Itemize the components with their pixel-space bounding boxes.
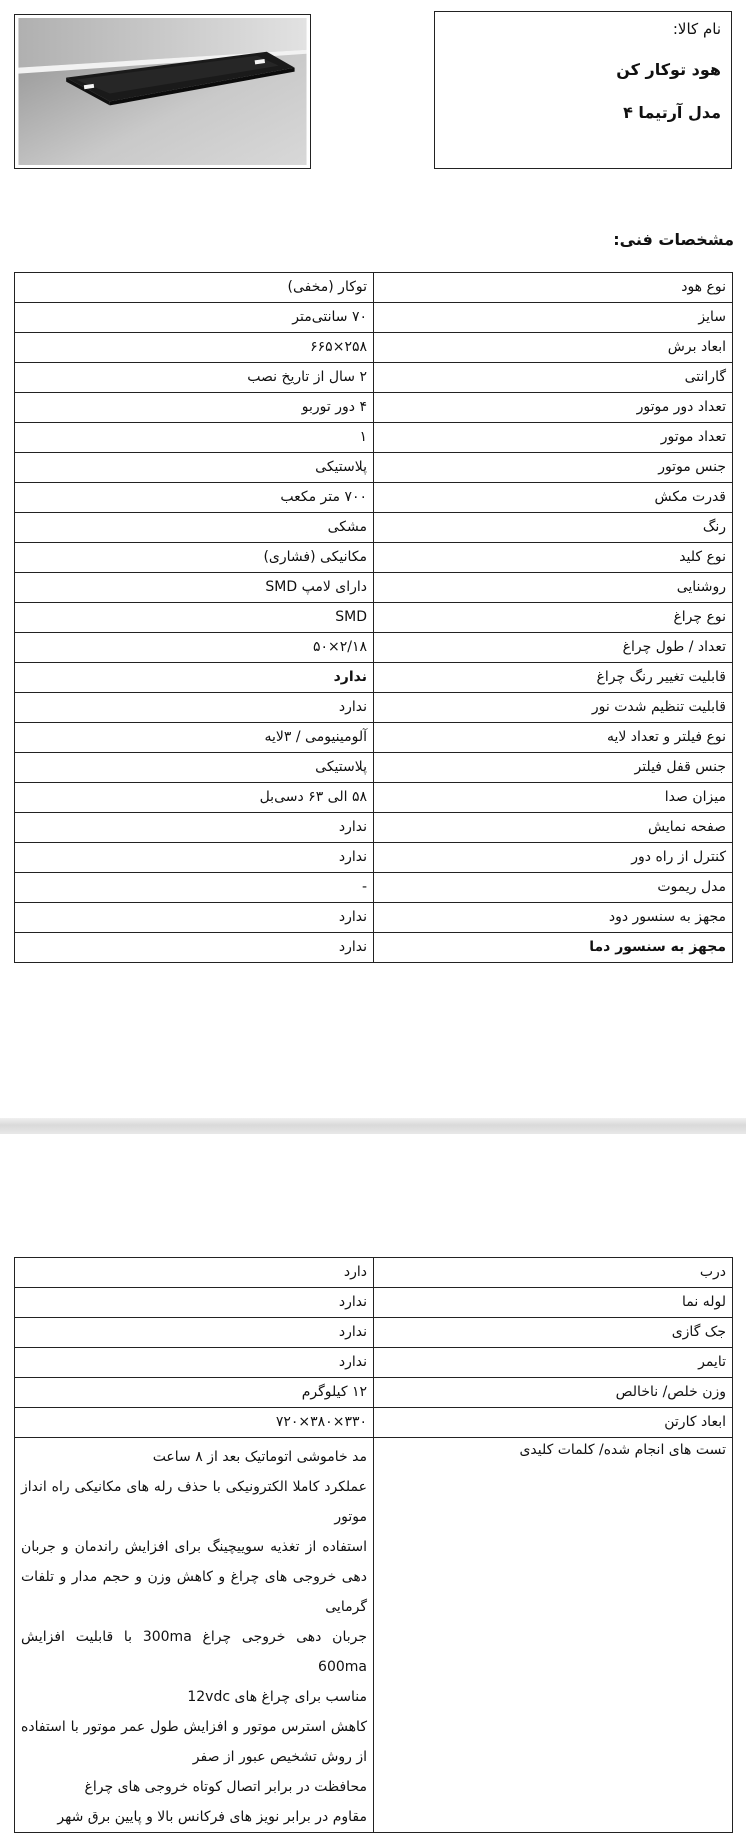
spec-label: نوع هود <box>374 273 733 303</box>
spec-value: ۳۳۰×۳۸۰×۷۲۰ <box>15 1408 374 1438</box>
spec-label: رنگ <box>374 513 733 543</box>
spec-value: دارد <box>15 1258 374 1288</box>
product-model: مدل آرتیما ۴ <box>623 103 721 122</box>
table-row <box>15 693 733 723</box>
tests-label: تست های انجام شده/ کلمات کلیدی <box>374 1438 733 1833</box>
table-row <box>15 543 733 573</box>
spec-label: کنترل از راه دور <box>374 843 733 873</box>
table-row <box>15 273 733 303</box>
spec-value: آلومینیومی / ۳لایه <box>15 723 374 753</box>
spec-label: جک گازی <box>374 1318 733 1348</box>
spec-label: قدرت مکش <box>374 483 733 513</box>
table-row <box>15 333 733 363</box>
page-break <box>0 1118 746 1134</box>
spec-value: مشکی <box>15 513 374 543</box>
spec-label: جنس قفل فیلتر <box>374 753 733 783</box>
table-row <box>15 483 733 513</box>
spec-value: ندارد <box>15 1288 374 1318</box>
spec-label: قابلیت تنظیم شدت نور <box>374 693 733 723</box>
spec-label: نوع فیلتر و تعداد لایه <box>374 723 733 753</box>
spec-value: ندارد <box>15 693 374 723</box>
table-row <box>15 663 733 693</box>
spec-value: ندارد <box>15 1318 374 1348</box>
spec-label: درب <box>374 1258 733 1288</box>
spec-label: تعداد موتور <box>374 423 733 453</box>
spec-value: توکار (مخفی) <box>15 273 374 303</box>
spec-value: دارای لامپ SMD <box>15 573 374 603</box>
table-row <box>15 1288 733 1318</box>
table-row <box>15 933 733 963</box>
spec-value: پلاستیکی <box>15 453 374 483</box>
test-note-item: جربان دهی خروجی چراغ 300ma با قابلیت افزایش 600ma <box>21 1629 367 1675</box>
tests-notes-cell <box>15 1438 374 1833</box>
table-row <box>15 783 733 813</box>
table-row <box>15 843 733 873</box>
spec-value: ۴ دور توربو <box>15 393 374 423</box>
spec-label: روشنایی <box>374 573 733 603</box>
spec-label: وزن خلص/ ناخالص <box>374 1378 733 1408</box>
table-row <box>15 753 733 783</box>
spec-label: نوع چراغ <box>374 603 733 633</box>
table-row <box>15 1348 733 1378</box>
table-row <box>15 1378 733 1408</box>
table-row <box>15 393 733 423</box>
spec-value: ندارد <box>15 903 374 933</box>
table-row <box>15 813 733 843</box>
test-note-item: مناسب برای چراغ های 12vdc <box>187 1689 367 1705</box>
product-name: هود توکار کن <box>616 60 721 79</box>
spec-label: صفحه نمایش <box>374 813 733 843</box>
test-note-item: مد خاموشی اتوماتیک بعد از ۸ ساعت <box>152 1449 367 1465</box>
spec-value: ندارد <box>15 813 374 843</box>
spec-label: مجهز به سنسور دما <box>374 933 733 963</box>
table-row <box>15 513 733 543</box>
spec-label: میزان صدا <box>374 783 733 813</box>
spec-value: ۵۸ الی ۶۳ دسی‌بل <box>15 783 374 813</box>
table-row <box>15 1318 733 1348</box>
spec-value: SMD <box>15 603 374 633</box>
spec-label: قابلیت تغییر رنگ چراغ <box>374 663 733 693</box>
spec-value: ندارد <box>15 663 374 693</box>
test-note-item: محافظت در برابر اتصال کوتاه خروجی های چراغ <box>84 1779 367 1795</box>
spec-value: ندارد <box>15 843 374 873</box>
table-row <box>15 1408 733 1438</box>
spec-label: نوع کلید <box>374 543 733 573</box>
table-row <box>15 633 733 663</box>
spec-value: پلاستیکی <box>15 753 374 783</box>
spec-label: سایز <box>374 303 733 333</box>
spec-label: گارانتی <box>374 363 733 393</box>
test-note-item: کاهش استرس موتور و افزایش طول عمر موتور با استفاده از روش تشخیص عبور از صفر <box>21 1719 367 1765</box>
table-row <box>15 873 733 903</box>
test-note-item: استفاده از تغذیه سوییچینگ برای افزایش راندمان و جربان دهی خروجی های چراغ و کاهش وزن و حجم مدار و تلفات گرمایی <box>21 1539 367 1615</box>
spec-label: جنس موتور <box>374 453 733 483</box>
spec-value: ۷۰ سانتی‌متر <box>15 303 374 333</box>
product-name-label: نام کالا: <box>672 20 721 38</box>
spec-value: ندارد <box>15 933 374 963</box>
table-row <box>15 453 733 483</box>
table-row <box>15 603 733 633</box>
tests-notes-list <box>21 1442 367 1832</box>
spec-value: ۲ سال از تاریخ نصب <box>15 363 374 393</box>
table-row <box>15 363 733 393</box>
spec-value: ۱۲ کیلوگرم <box>15 1378 374 1408</box>
spec-label: مجهز به سنسور دود <box>374 903 733 933</box>
spec-value: - <box>15 873 374 903</box>
spec-label: مدل ریموت <box>374 873 733 903</box>
spec-value: مکانیکی (فشاری) <box>15 543 374 573</box>
table-row <box>15 723 733 753</box>
technical-specs-heading: مشخصات فنی: <box>613 230 734 249</box>
spec-value: ندارد <box>15 1348 374 1378</box>
spec-value: ۱ <box>15 423 374 453</box>
table-row <box>15 573 733 603</box>
table-row <box>15 303 733 333</box>
spec-table-page-2 <box>14 1257 733 1833</box>
table-row <box>15 1258 733 1288</box>
spec-value: ۷۰۰ متر مکعب <box>15 483 374 513</box>
spec-label: تایمر <box>374 1348 733 1378</box>
test-note-item: عملکرد کاملا الکترونیکی با حذف رله های مکانیکی راه انداز موتور <box>21 1479 367 1525</box>
spec-label: لوله نما <box>374 1288 733 1318</box>
table-row-tests <box>15 1438 733 1833</box>
product-photo <box>14 14 311 169</box>
table-row <box>15 423 733 453</box>
spec-label: تعداد دور موتور <box>374 393 733 423</box>
spec-label: ابعاد کارتن <box>374 1408 733 1438</box>
range-hood-image <box>18 18 307 165</box>
test-note-item: مقاوم در برابر نویز های فرکانس بالا و پایین برق شهر <box>57 1809 367 1825</box>
product-title-box <box>434 11 732 169</box>
spec-label: ابعاد برش <box>374 333 733 363</box>
spec-table-page-1 <box>14 272 733 963</box>
spec-value: ۲۵۸×۶۶۵ <box>15 333 374 363</box>
spec-label: تعداد / طول چراغ <box>374 633 733 663</box>
table-row <box>15 903 733 933</box>
spec-value: ۲/۱۸×۵۰ <box>15 633 374 663</box>
